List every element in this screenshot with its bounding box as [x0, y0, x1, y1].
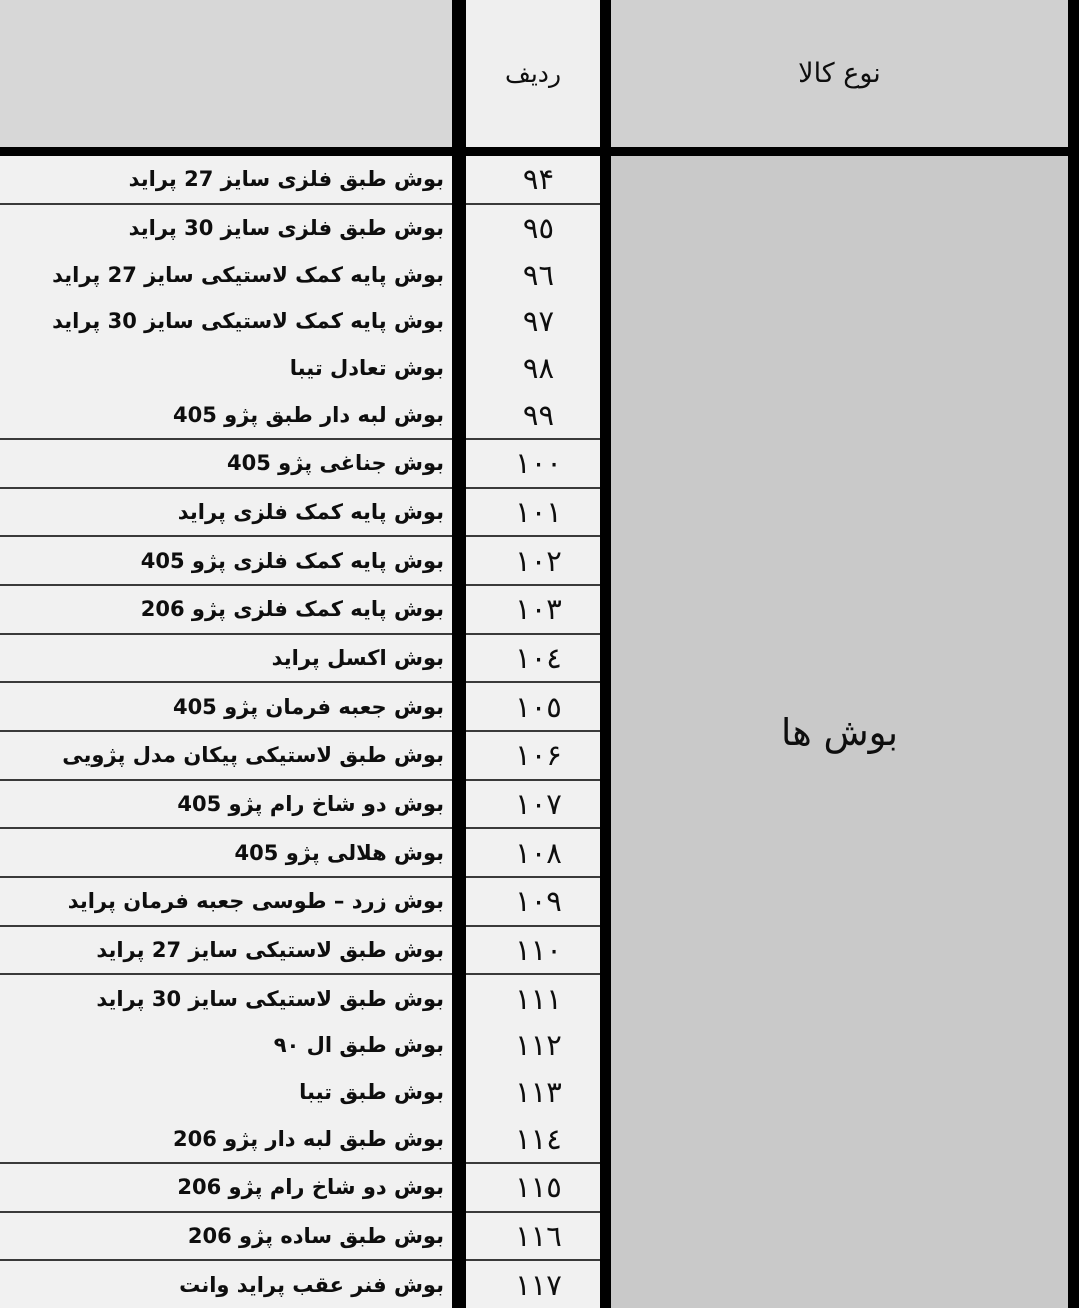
- row-label-cell: بوش جعبه فرمان پژو 405: [172, 694, 444, 719]
- table-row: [0, 156, 600, 205]
- row-number-cell: ١٠١: [515, 495, 562, 530]
- table-row: [0, 975, 600, 1022]
- row-label-cell: بوش جناغی پژو 405: [227, 451, 444, 476]
- table-row: [0, 489, 600, 538]
- category-label: بوش ها: [780, 710, 899, 754]
- table-row: [0, 440, 600, 489]
- row-number-cell: ١١٥: [515, 1170, 562, 1205]
- row-label-cell: بوش طبق لاستیکی پیکان مدل پژویی: [62, 743, 444, 768]
- row-label-cell: بوش طبق ساده پژو 206: [187, 1224, 444, 1249]
- row-number-cell: ١٠٤: [515, 641, 562, 676]
- header-row-number-label: ردیف: [504, 59, 562, 88]
- row-label-cell: بوش فنر عقب پراید وانت: [179, 1272, 444, 1297]
- row-label-cell: بوش تعادل تیبا: [289, 356, 444, 381]
- header-empty-cell: [0, 0, 452, 147]
- row-label-cell: بوش پایه کمک لاستیکی سایز 30 پراید: [52, 309, 444, 334]
- table-row: [0, 1164, 600, 1213]
- table-row: [0, 781, 600, 830]
- header-divider-band: [0, 147, 1079, 156]
- row-number-cell: ٩٩: [522, 397, 555, 432]
- row-number-cell: ٩٨: [522, 351, 555, 386]
- table-row: [0, 732, 600, 781]
- row-number-cell: ١٠٧: [515, 787, 562, 822]
- table-row: [0, 391, 600, 440]
- row-number-cell: ١١١: [515, 981, 562, 1016]
- row-number-cell: ١١٣: [515, 1075, 562, 1110]
- row-label-cell: بوش پایه کمک فلزی پژو 405: [140, 548, 444, 573]
- right-edge-border: [1068, 0, 1079, 1308]
- row-label-cell: بوش پایه کمک فلزی پژو 206: [140, 597, 444, 622]
- table-row: [0, 1115, 600, 1164]
- table-row: [0, 1213, 600, 1262]
- row-label-cell: بوش لبه دار طبق پژو 405: [173, 402, 444, 427]
- row-label-cell: بوش طبق لبه دار پژو 206: [173, 1126, 444, 1151]
- table-row: [0, 829, 600, 878]
- table-row: [0, 345, 600, 392]
- row-label-cell: بوش طبق فلزی سایز 27 پراید: [128, 167, 444, 192]
- table-row: [0, 251, 600, 298]
- row-label-cell: بوش دو شاخ رام پژو 206: [177, 1175, 444, 1200]
- row-label-cell: بوش طبق لاستیکی سایز 27 پراید: [96, 938, 444, 963]
- vertical-divider-number-category: [600, 0, 611, 1308]
- row-label-cell: بوش زرد – طوسی جعبه فرمان پراید: [67, 889, 444, 914]
- row-number-cell: ٩٥: [522, 211, 555, 245]
- table-row: [0, 878, 600, 927]
- row-label-cell: بوش دو شاخ رام پژو 405: [177, 792, 444, 817]
- row-number-cell: ١٠٩: [515, 884, 562, 919]
- row-number-cell: ١٠٥: [515, 689, 562, 724]
- header-item-type-label: نوع کالا: [798, 58, 881, 89]
- row-number-cell: ١١٢: [515, 1028, 562, 1063]
- row-number-cell: ١٠۶: [515, 738, 562, 773]
- row-number-cell: ١٠٣: [515, 592, 562, 627]
- row-label-cell: بوش طبق تیبا: [299, 1080, 444, 1105]
- table-row: [0, 586, 600, 635]
- table-row: [0, 537, 600, 586]
- table-row: [0, 927, 600, 976]
- row-number-cell: ٩٧: [522, 304, 555, 339]
- table-row: [0, 683, 600, 732]
- row-label-cell: بوش طبق ال ٩٠: [273, 1033, 444, 1058]
- category-cell: [611, 156, 1068, 1308]
- row-number-cell: ١٠٠: [515, 446, 562, 481]
- vertical-divider-items-number: [452, 0, 466, 1308]
- row-number-cell: ٩٦: [522, 257, 555, 292]
- row-number-cell: ١١٤: [515, 1121, 562, 1156]
- row-label-cell: بوش پایه کمک لاستیکی سایز 27 پراید: [52, 262, 444, 287]
- row-number-cell: ١١٦: [515, 1219, 562, 1254]
- table-row: [0, 1261, 600, 1308]
- row-number-cell: ١٠٢: [515, 543, 562, 578]
- row-label-cell: بوش طبق لاستیکی سایز 30 پراید: [96, 986, 444, 1011]
- row-number-cell: ١٠٨: [515, 835, 562, 870]
- table-row: [0, 298, 600, 345]
- header-row-number-cell: [466, 0, 600, 147]
- row-label-cell: بوش اکسل پراید: [271, 646, 444, 671]
- table-row: [0, 205, 600, 252]
- table-row: [0, 635, 600, 684]
- row-label-cell: بوش طبق فلزی سایز 30 پراید: [128, 216, 444, 240]
- table-row: [0, 1022, 600, 1069]
- header-item-type-cell: [611, 0, 1068, 147]
- table-rows: [0, 156, 600, 1308]
- row-number-cell: ١١٧: [515, 1267, 562, 1302]
- table-row: [0, 1069, 600, 1116]
- row-number-cell: ١١٠: [515, 933, 562, 968]
- row-label-cell: بوش هلالی پژو 405: [234, 840, 444, 865]
- row-number-cell: ٩۴: [522, 162, 555, 197]
- row-label-cell: بوش پایه کمک فلزی پراید: [177, 500, 444, 525]
